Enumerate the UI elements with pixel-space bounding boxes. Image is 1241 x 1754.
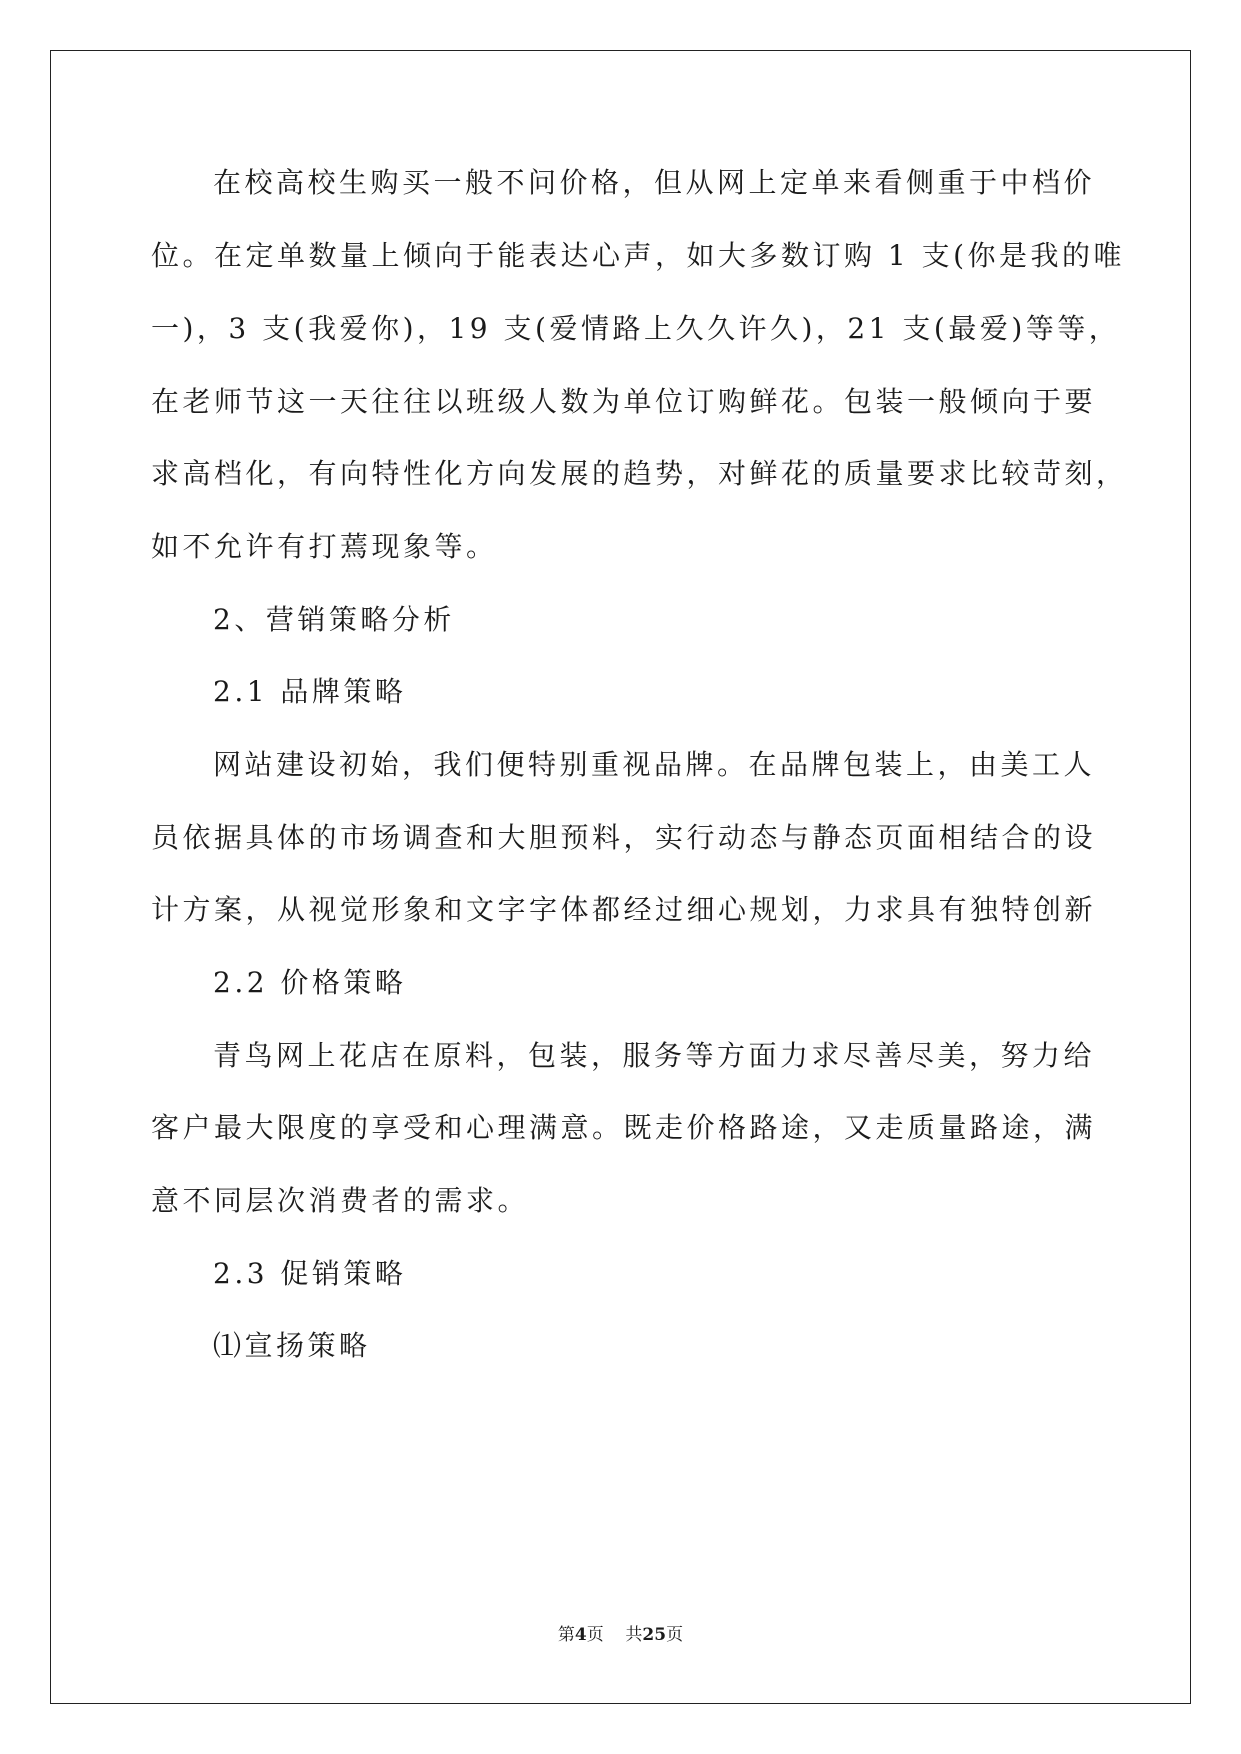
paragraph-line: 一)，3 支(我爱你)，19 支(爱情路上久久许久)，21 支(最爱)等等， [151, 312, 1121, 345]
paragraph-line: 在校高校生购买一般不问价格，但从网上定单来看侧重于中档价 [213, 166, 1096, 199]
paragraph-line: 网站建设初始，我们便特别重视品牌。在品牌包装上，由美工人 [213, 748, 1096, 781]
subsection-heading: 2.1 品牌策略 [213, 675, 407, 708]
page-footer [0, 1623, 1241, 1647]
total-pages: 25 [642, 1625, 667, 1645]
footer-prefix: 第 [557, 1625, 575, 1645]
paragraph-line: 如不允许有打蔫现象等。 [151, 530, 498, 563]
page-border [50, 50, 1191, 1704]
subsection-heading: 2.2 价格策略 [213, 966, 407, 999]
paragraph-line: 在老师节这一天往往以班级人数为单位订购鲜花。包装一般倾向于要 [151, 385, 1097, 418]
paragraph-line: 员依据具体的市场调查和大胆预料，实行动态与静态页面相结合的设 [151, 821, 1097, 854]
footer-total-suffix: 页 [666, 1625, 684, 1645]
paragraph-line: 求高档化，有向特性化方向发展的趋势，对鲜花的质量要求比较苛刻， [151, 457, 1128, 490]
paragraph-line: 客户最大限度的享受和心理满意。既走价格路途，又走质量路途，满 [151, 1111, 1097, 1144]
paragraph-line: 计方案，从视觉形象和文字字体都经过细心规划，力求具有独特创新 [151, 893, 1097, 926]
paragraph-line: 意不同层次消费者的需求。 [151, 1184, 530, 1217]
subsection-heading: 2.3 促销策略 [213, 1257, 407, 1290]
list-item-heading: ⑴宣扬策略 [213, 1329, 371, 1362]
paragraph-line: 青鸟网上花店在原料，包装，服务等方面力求尽善尽美，努力给 [213, 1039, 1096, 1072]
section-heading: 2、营销策略分析 [213, 603, 455, 636]
page-number: 4 [574, 1625, 587, 1645]
footer-page-suffix: 页 [586, 1625, 604, 1645]
paragraph-line: 位。在定单数量上倾向于能表达心声，如大多数订购 1 支(你是我的唯 [151, 239, 1126, 272]
footer-total-prefix: 共 [625, 1625, 643, 1645]
